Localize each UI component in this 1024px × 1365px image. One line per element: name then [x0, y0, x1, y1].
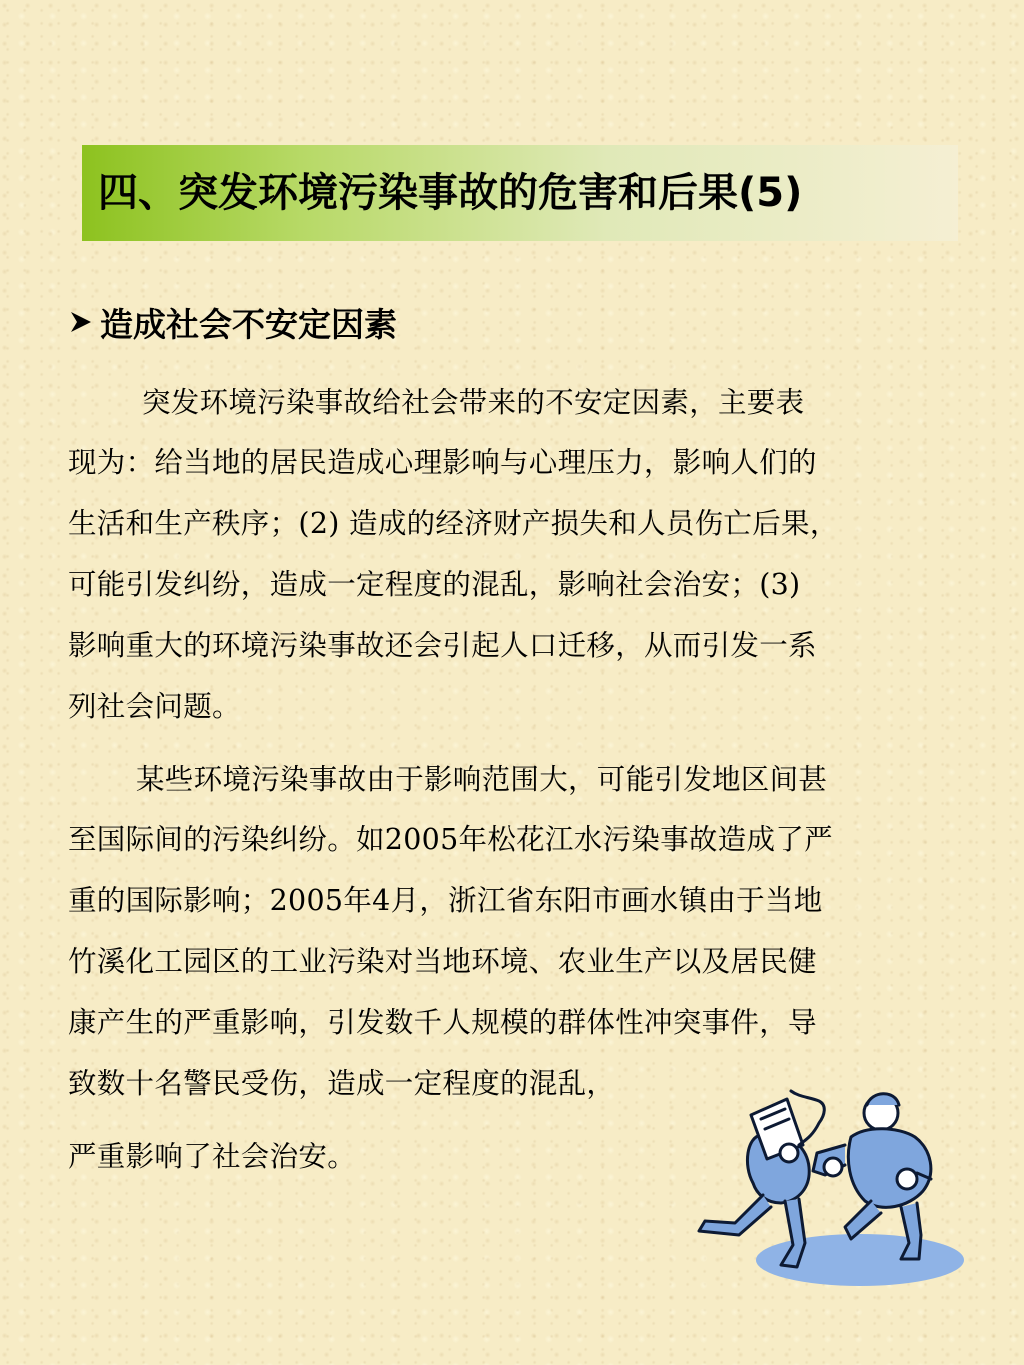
- paragraph-line: 严重影响了社会治安。: [68, 1140, 357, 1173]
- paragraph-line: 现为：给当地的居民造成心理影响与心理压力，影响人们的: [68, 446, 817, 479]
- paragraph-line: 重的国际影响；2005年4月，浙江省东阳市画水镇由于当地: [68, 884, 823, 917]
- paragraph-line: 至国际间的污染纠纷。如2005年松花江水污染事故造成了严: [68, 823, 833, 856]
- arrow-bullet-icon: [68, 309, 94, 335]
- paragraph-line: 列社会问题。: [68, 690, 241, 723]
- paragraph-line: 致数十名警民受伤，造成一定程度的混乱，: [68, 1067, 616, 1100]
- paragraph-line: 可能引发纠纷，造成一定程度的混乱，影响社会治安；(3): [68, 568, 801, 601]
- section-heading: [68, 296, 397, 348]
- paragraph-line: 突发环境污染事故给社会带来的不安定因素，主要表: [142, 386, 805, 419]
- paragraph-line: 某些环境污染事故由于影响范围大，可能引发地区间甚: [136, 763, 828, 796]
- paragraph-line: 竹溪化工园区的工业污染对当地环境、农业生产以及居民健: [68, 945, 817, 978]
- paragraph-line: 影响重大的环境污染事故还会引起人口迁移，从而引发一系: [68, 629, 817, 662]
- paragraph-line: 生活和生产秩序；(2) 造成的经济财产损失和人员伤亡后果，: [68, 507, 839, 540]
- page-title: 四、突发环境污染事故的危害和后果(5): [98, 170, 803, 216]
- left-figure: [699, 1091, 824, 1267]
- section-heading-text: 造成社会不安定因素: [100, 304, 397, 344]
- paragraph-line: 康产生的严重影响，引发数千人规模的群体性冲突事件，导: [68, 1006, 817, 1039]
- fighting-men-clipart: [695, 1075, 965, 1290]
